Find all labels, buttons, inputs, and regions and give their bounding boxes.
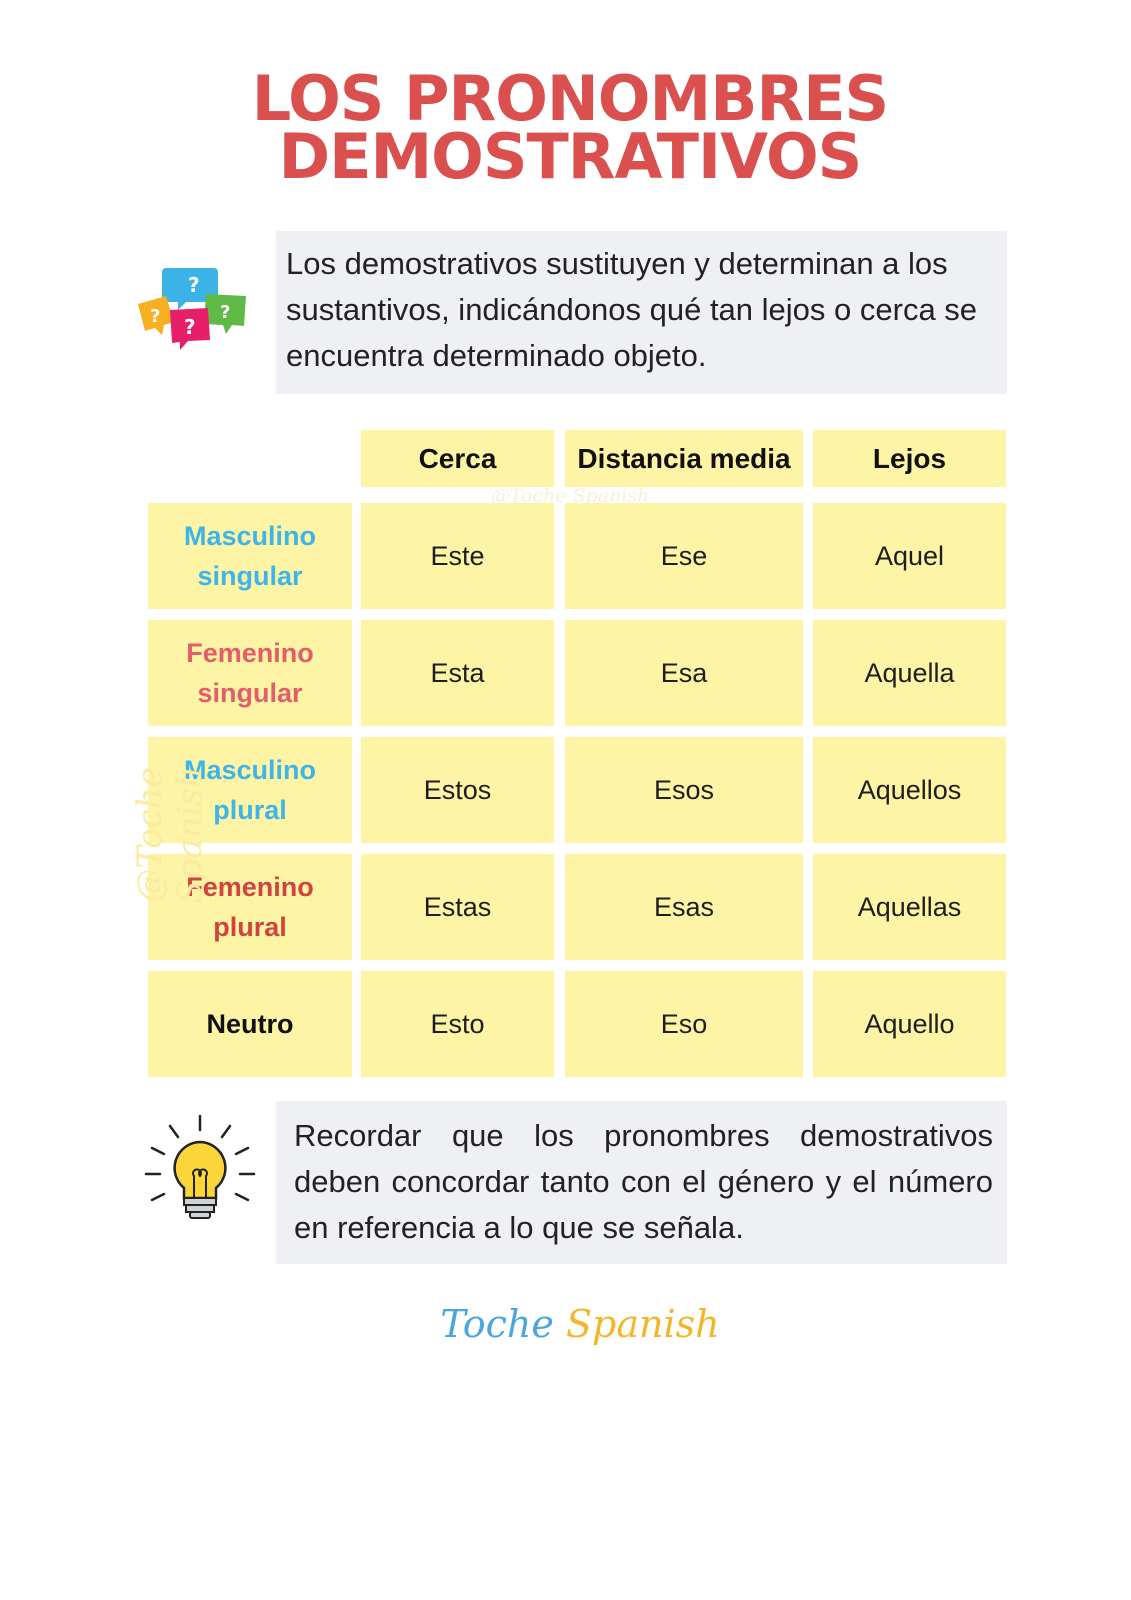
- pronoun-cell: Este: [361, 503, 554, 609]
- lightbulb-icon: [144, 1114, 256, 1226]
- row-label-line-1: Masculino: [183, 521, 317, 551]
- pronoun-cell: Eso: [565, 971, 803, 1077]
- row-label-line-1: Masculino: [183, 755, 317, 785]
- pronoun-cell: Esos: [565, 737, 803, 843]
- pronoun-cell: Esto: [361, 971, 554, 1077]
- question-bubbles-icon: [136, 266, 256, 356]
- pronoun-cell: Aquellos: [813, 737, 1006, 843]
- svg-text:?: ?: [150, 306, 161, 327]
- row-label-line-2: singular: [197, 678, 303, 708]
- row-label: [148, 971, 352, 1077]
- watermark-vertical: @Toche Spanish: [130, 766, 210, 904]
- row-label-line-2: plural: [213, 795, 287, 825]
- pronoun-cell: Ese: [565, 503, 803, 609]
- pronoun-cell: Aquel: [813, 503, 1006, 609]
- page-title: [200, 62, 940, 193]
- row-label-line-1: Neutro: [206, 1009, 294, 1039]
- column-header: Lejos: [813, 430, 1006, 487]
- svg-text:?: ?: [220, 302, 231, 323]
- row-label-line-1: Femenino: [186, 638, 314, 668]
- pronoun-cell: Aquello: [813, 971, 1006, 1077]
- pronoun-cell: Esta: [361, 620, 554, 726]
- note-box: [276, 1101, 1007, 1264]
- brand-part-1: Toche: [440, 1302, 554, 1346]
- row-label-line-2: plural: [213, 912, 287, 942]
- pronoun-cell: Aquella: [813, 620, 1006, 726]
- pronoun-cell: Aquellas: [813, 854, 1006, 960]
- column-header: Distancia media: [565, 430, 803, 487]
- row-label-line-2: singular: [197, 561, 303, 591]
- pronoun-cell: Esa: [565, 620, 803, 726]
- watermark-horizontal: @Toche Spanish: [490, 485, 650, 507]
- intro-box: [276, 231, 1007, 394]
- note-text: Recordar que los pronombres demostrativos deben concordar tanto con el género y el número en referencia a lo que se señala.: [294, 1118, 993, 1245]
- title-line-1: LOS PRONOMBRES: [251, 62, 889, 135]
- title-line-2: DEMOSTRATIVOS: [278, 120, 862, 193]
- column-header: Cerca: [361, 430, 554, 487]
- pronoun-cell: Estos: [361, 737, 554, 843]
- row-label-line-1: Femenino: [186, 872, 314, 902]
- pronoun-cell: Esas: [565, 854, 803, 960]
- svg-text:?: ?: [184, 315, 196, 339]
- brand-part-2: Spanish: [566, 1302, 720, 1346]
- row-label: [148, 503, 352, 609]
- pronoun-cell: Estas: [361, 854, 554, 960]
- svg-text:?: ?: [188, 273, 200, 297]
- brand-logo: [420, 1302, 740, 1346]
- intro-text: Los demostrativos sustituyen y determinan a los sustantivos, indicándonos qué tan lejos o cerca se encuentra determinado objeto.: [286, 246, 978, 373]
